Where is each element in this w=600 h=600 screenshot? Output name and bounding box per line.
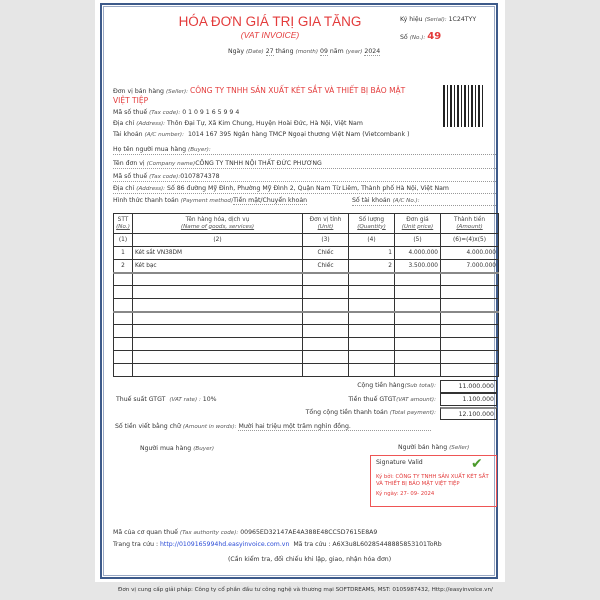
- label: Người bán hàng: [398, 444, 448, 451]
- serial: [400, 16, 476, 24]
- signature-valid: Signature Valid: [376, 459, 423, 466]
- cell-unit: [303, 312, 349, 325]
- label-en: (Tax code):: [149, 110, 181, 116]
- cell-price: [395, 351, 441, 364]
- cell-qty: [349, 325, 395, 338]
- column-header: [441, 214, 499, 234]
- label: Số tiền viết bằng chữ: [115, 423, 181, 430]
- value: Mười hai triệu một trăm nghìn đồng.: [238, 423, 430, 431]
- total-label: [306, 409, 436, 417]
- cell-unit: Chiếc: [303, 247, 349, 260]
- seller-name-2: VIỆT TIỆP: [113, 96, 149, 105]
- serial-label: Ký hiệu: [400, 16, 423, 23]
- label-en: (VAT amount):: [396, 397, 436, 403]
- column-index: (3): [303, 234, 349, 247]
- cell-price: 4.000.000: [395, 247, 441, 260]
- day-label: Ngày: [228, 48, 245, 55]
- table-row: [114, 260, 499, 273]
- year-en: (year): [345, 49, 363, 55]
- payment-method: [113, 197, 307, 205]
- label-en: (Address):: [136, 186, 166, 192]
- value: 10%: [202, 396, 217, 403]
- value: 0 1 0 9 1 6 5 9 9 4: [182, 109, 240, 116]
- cell-qty: [349, 338, 395, 351]
- label-en: (A/C No.):: [392, 198, 420, 204]
- seller-name: [113, 87, 405, 96]
- cell-name: [133, 338, 303, 351]
- cell-amount: [441, 364, 499, 377]
- label: Tài khoản: [113, 131, 143, 138]
- cell-name: [133, 351, 303, 364]
- cell-amount: [441, 325, 499, 338]
- label: Mã số thuế: [113, 173, 148, 180]
- table-row: [114, 325, 499, 338]
- label: Mã của cơ quan thuế: [113, 529, 178, 536]
- label: Họ tên người mua hàng: [113, 146, 187, 153]
- header-vi: Đơn vị tính: [309, 216, 342, 223]
- value: Tiền mặt/Chuyển khoản: [233, 197, 308, 204]
- cell-price: [395, 364, 441, 377]
- label: Hình thức thanh toán: [113, 197, 179, 204]
- cell-no: [114, 299, 133, 312]
- seller-tax: [113, 109, 239, 117]
- cell-amount: 4.000.000: [441, 247, 499, 260]
- check-note: (Cần kiểm tra, đối chiếu khi lập, giao, nhận hóa đơn): [228, 556, 392, 563]
- cell-no: [114, 364, 133, 377]
- serial-value: 1C24TYY: [448, 16, 477, 23]
- label: Mã số thuế: [113, 109, 148, 116]
- cell-unit: [303, 286, 349, 299]
- subtotal-label: [357, 382, 436, 390]
- header-en: (No.): [116, 223, 130, 230]
- column-header: [114, 214, 133, 234]
- digital-signature-box: [370, 455, 497, 507]
- cell-price: [395, 338, 441, 351]
- value: CÔNG TY TNHH NỘI THẤT ĐỨC PHƯƠNG: [195, 160, 322, 167]
- cell-no: [114, 312, 133, 325]
- seller-label: Đơn vị bán hàng: [113, 88, 164, 95]
- value: Số 86 đường Mỹ Đình, Phường Mỹ Đình 2, Quận Nam Từ Liêm, Thành phố Hà Nội, Việt Nam: [167, 185, 449, 192]
- cell-no: [114, 351, 133, 364]
- cell-price: [395, 312, 441, 325]
- code-value: A6X3u8L60285448885853101ToRb: [332, 541, 442, 548]
- no-value: 49: [427, 31, 442, 42]
- column-header: [133, 214, 303, 234]
- header-vi: Số lượng: [358, 216, 385, 223]
- cell-amount: [441, 351, 499, 364]
- label-en: (Seller): [449, 445, 470, 451]
- buyer-account: [352, 197, 496, 206]
- column-index: (5): [395, 234, 441, 247]
- cell-name: Két bạc: [133, 260, 303, 273]
- cell-amount: 7.000.000: [441, 260, 499, 273]
- header-en: (Unit price): [401, 223, 434, 230]
- invoice-date: [228, 48, 380, 56]
- cell-name: [133, 364, 303, 377]
- cell-unit: Chiếc: [303, 260, 349, 273]
- label-en: (Total payment):: [389, 410, 436, 416]
- vat-label: [348, 396, 436, 404]
- value: 0107874378: [180, 173, 220, 180]
- day: 27: [265, 48, 274, 55]
- label: Số tài khoản: [352, 197, 391, 204]
- header-vi: STT: [117, 216, 129, 223]
- cell-amount: [441, 286, 499, 299]
- cell-name: [133, 312, 303, 325]
- value: Thôn Đại Tự, Xã Kim Chung, Huyện Hoài Đức, Hà Nội, Việt Nam: [167, 120, 363, 127]
- cell-unit: [303, 325, 349, 338]
- no-label: Số: [400, 34, 408, 41]
- cell-qty: [349, 286, 395, 299]
- column-header: [303, 214, 349, 234]
- amount-in-words: [115, 423, 431, 431]
- cell-qty: [349, 364, 395, 377]
- cell-unit: [303, 351, 349, 364]
- seller-label-en: (Seller):: [165, 89, 189, 95]
- qr-code: [443, 85, 485, 127]
- column-index: (2): [133, 234, 303, 247]
- table-row: [114, 247, 499, 260]
- column-index: (4): [349, 234, 395, 247]
- signed-by: Ký bởi: CÔNG TY TNHH SẢN XUẤT KÉT SẮT VÀ THIẾT BỊ BẢO MẬT VIỆT TIỆP: [376, 474, 489, 487]
- subtotal-value: 11.000.000: [440, 380, 497, 393]
- label-en: (Buyer):: [188, 147, 211, 153]
- cell-unit: [303, 299, 349, 312]
- month-en: (month): [295, 49, 319, 55]
- cell-no: [114, 338, 133, 351]
- label-en: (Buyer): [193, 446, 215, 452]
- cell-no: [114, 286, 133, 299]
- cell-amount: [441, 273, 499, 286]
- year-label: năm: [329, 48, 344, 55]
- invoice-title: HÓA ĐƠN GIÁ TRỊ GIA TĂNG: [178, 14, 362, 29]
- buyer-company: [113, 160, 496, 169]
- buyer-signature-label: [140, 445, 214, 453]
- label-en: (Company name): [146, 161, 196, 167]
- label: Cộng tiền hàng: [357, 382, 405, 389]
- label-en: (Tax authority code):: [179, 530, 239, 536]
- cell-amount: [441, 338, 499, 351]
- month: 09: [320, 48, 328, 55]
- table-row: [114, 299, 499, 312]
- cell-price: [395, 299, 441, 312]
- label: Tên đơn vị: [113, 160, 145, 167]
- label: Tiền thuế GTGT: [348, 396, 397, 403]
- cell-name: [133, 273, 303, 286]
- cell-price: [395, 325, 441, 338]
- cell-unit: [303, 273, 349, 286]
- invoice-number: [400, 33, 441, 42]
- cell-qty: [349, 273, 395, 286]
- seller-account: [113, 131, 410, 139]
- table-row: [114, 364, 499, 377]
- cell-name: [133, 286, 303, 299]
- cell-qty: 1: [349, 247, 395, 260]
- buyer-name: [113, 146, 496, 155]
- buyer-address: [113, 185, 496, 194]
- seller-signature-label: [398, 444, 469, 452]
- day-en: (Date): [245, 49, 264, 55]
- no-en: (No.):: [409, 35, 426, 41]
- cell-no: [114, 325, 133, 338]
- table-row: [114, 312, 499, 325]
- cell-no: [114, 273, 133, 286]
- tax-authority-code: [113, 529, 377, 537]
- label-en: (Payment method): [180, 198, 234, 204]
- label-en: (Tax code):: [149, 174, 181, 180]
- items-table: [113, 213, 499, 377]
- value: 00965ED32147AE4A388E48CC5D7615E8A9: [240, 529, 378, 536]
- header-vi: Thành tiền: [453, 216, 486, 223]
- label: Tổng cộng tiền thanh toán: [305, 409, 388, 416]
- table-row: [114, 338, 499, 351]
- cell-price: 3.500.000: [395, 260, 441, 273]
- month-label: tháng: [275, 48, 294, 55]
- serial-en: (Serial):: [424, 17, 447, 23]
- cell-amount: [441, 299, 499, 312]
- invoice-subtitle: (VAT INVOICE): [240, 30, 300, 40]
- label: Địa chỉ: [113, 185, 135, 192]
- lookup: [113, 541, 442, 549]
- lookup-link[interactable]: http://0109165994hd.easyinvoice.com.vn: [160, 541, 290, 548]
- header-vi: Tên hàng hóa, dịch vụ: [185, 216, 250, 223]
- header-en: (Name of goods, services): [180, 223, 255, 230]
- cell-name: [133, 325, 303, 338]
- table-index-row: [114, 234, 499, 247]
- column-header: [349, 214, 395, 234]
- buyer-tax: [113, 173, 496, 182]
- cell-qty: [349, 351, 395, 364]
- year: 2024: [364, 48, 381, 55]
- total-value: 12.100.000: [440, 407, 497, 420]
- label-en: (Address):: [136, 121, 166, 127]
- header-vi: Đơn giá: [406, 216, 429, 223]
- cell-no: 1: [114, 247, 133, 260]
- table-row: [114, 273, 499, 286]
- table-row: [114, 351, 499, 364]
- value: 1014 167 395 Ngân hàng TMCP Ngoại thương Việt Nam (Vietcombank ): [187, 131, 410, 138]
- label: Địa chỉ: [113, 120, 135, 127]
- column-index: (6)=(4)x(5): [441, 234, 499, 247]
- cell-qty: [349, 299, 395, 312]
- cell-amount: [441, 312, 499, 325]
- header-en: (Unit): [317, 223, 334, 230]
- label-en: (Amount in words):: [182, 424, 237, 430]
- cell-unit: [303, 364, 349, 377]
- label: Trang tra cứu :: [113, 541, 159, 548]
- cell-name: Két sắt VN38DM: [133, 247, 303, 260]
- cell-name: [133, 299, 303, 312]
- label: Thuế suất GTGT: [116, 396, 166, 403]
- provider-info: Đơn vị cung cấp giải pháp: Công ty cổ phần đầu tư công nghệ và thương mại SOFTDREAMS, MST: 0105987432, Http://easyinvoice.vn/: [118, 587, 493, 593]
- label-en: (VAT rate) :: [169, 397, 201, 403]
- cell-qty: 2: [349, 260, 395, 273]
- seller-name-1: CÔNG TY TNHH SẢN XUẤT KÉT SẮT VÀ THIẾT BỊ BẢO MẬT: [190, 86, 406, 95]
- label-en: (Sub total):: [404, 383, 436, 389]
- header-en: (Quantity): [357, 223, 386, 230]
- signed-date: Ký ngày: 27- 09- 2024: [376, 491, 435, 497]
- cell-qty: [349, 312, 395, 325]
- seller-address: [113, 120, 363, 128]
- column-header: [395, 214, 441, 234]
- check-icon: ✔: [471, 456, 483, 472]
- table-row: [114, 286, 499, 299]
- vat-value: 1.100.000: [440, 393, 497, 406]
- cell-price: [395, 273, 441, 286]
- vat-rate: [116, 396, 217, 404]
- table-header: [114, 214, 499, 234]
- label-en: (A/C number):: [144, 132, 184, 138]
- cell-unit: [303, 338, 349, 351]
- header-en: (Amount): [456, 223, 483, 230]
- label: Người mua hàng: [140, 445, 192, 452]
- code-label: Mã tra cứu :: [293, 541, 331, 548]
- column-index: (1): [114, 234, 133, 247]
- cell-no: 2: [114, 260, 133, 273]
- cell-price: [395, 286, 441, 299]
